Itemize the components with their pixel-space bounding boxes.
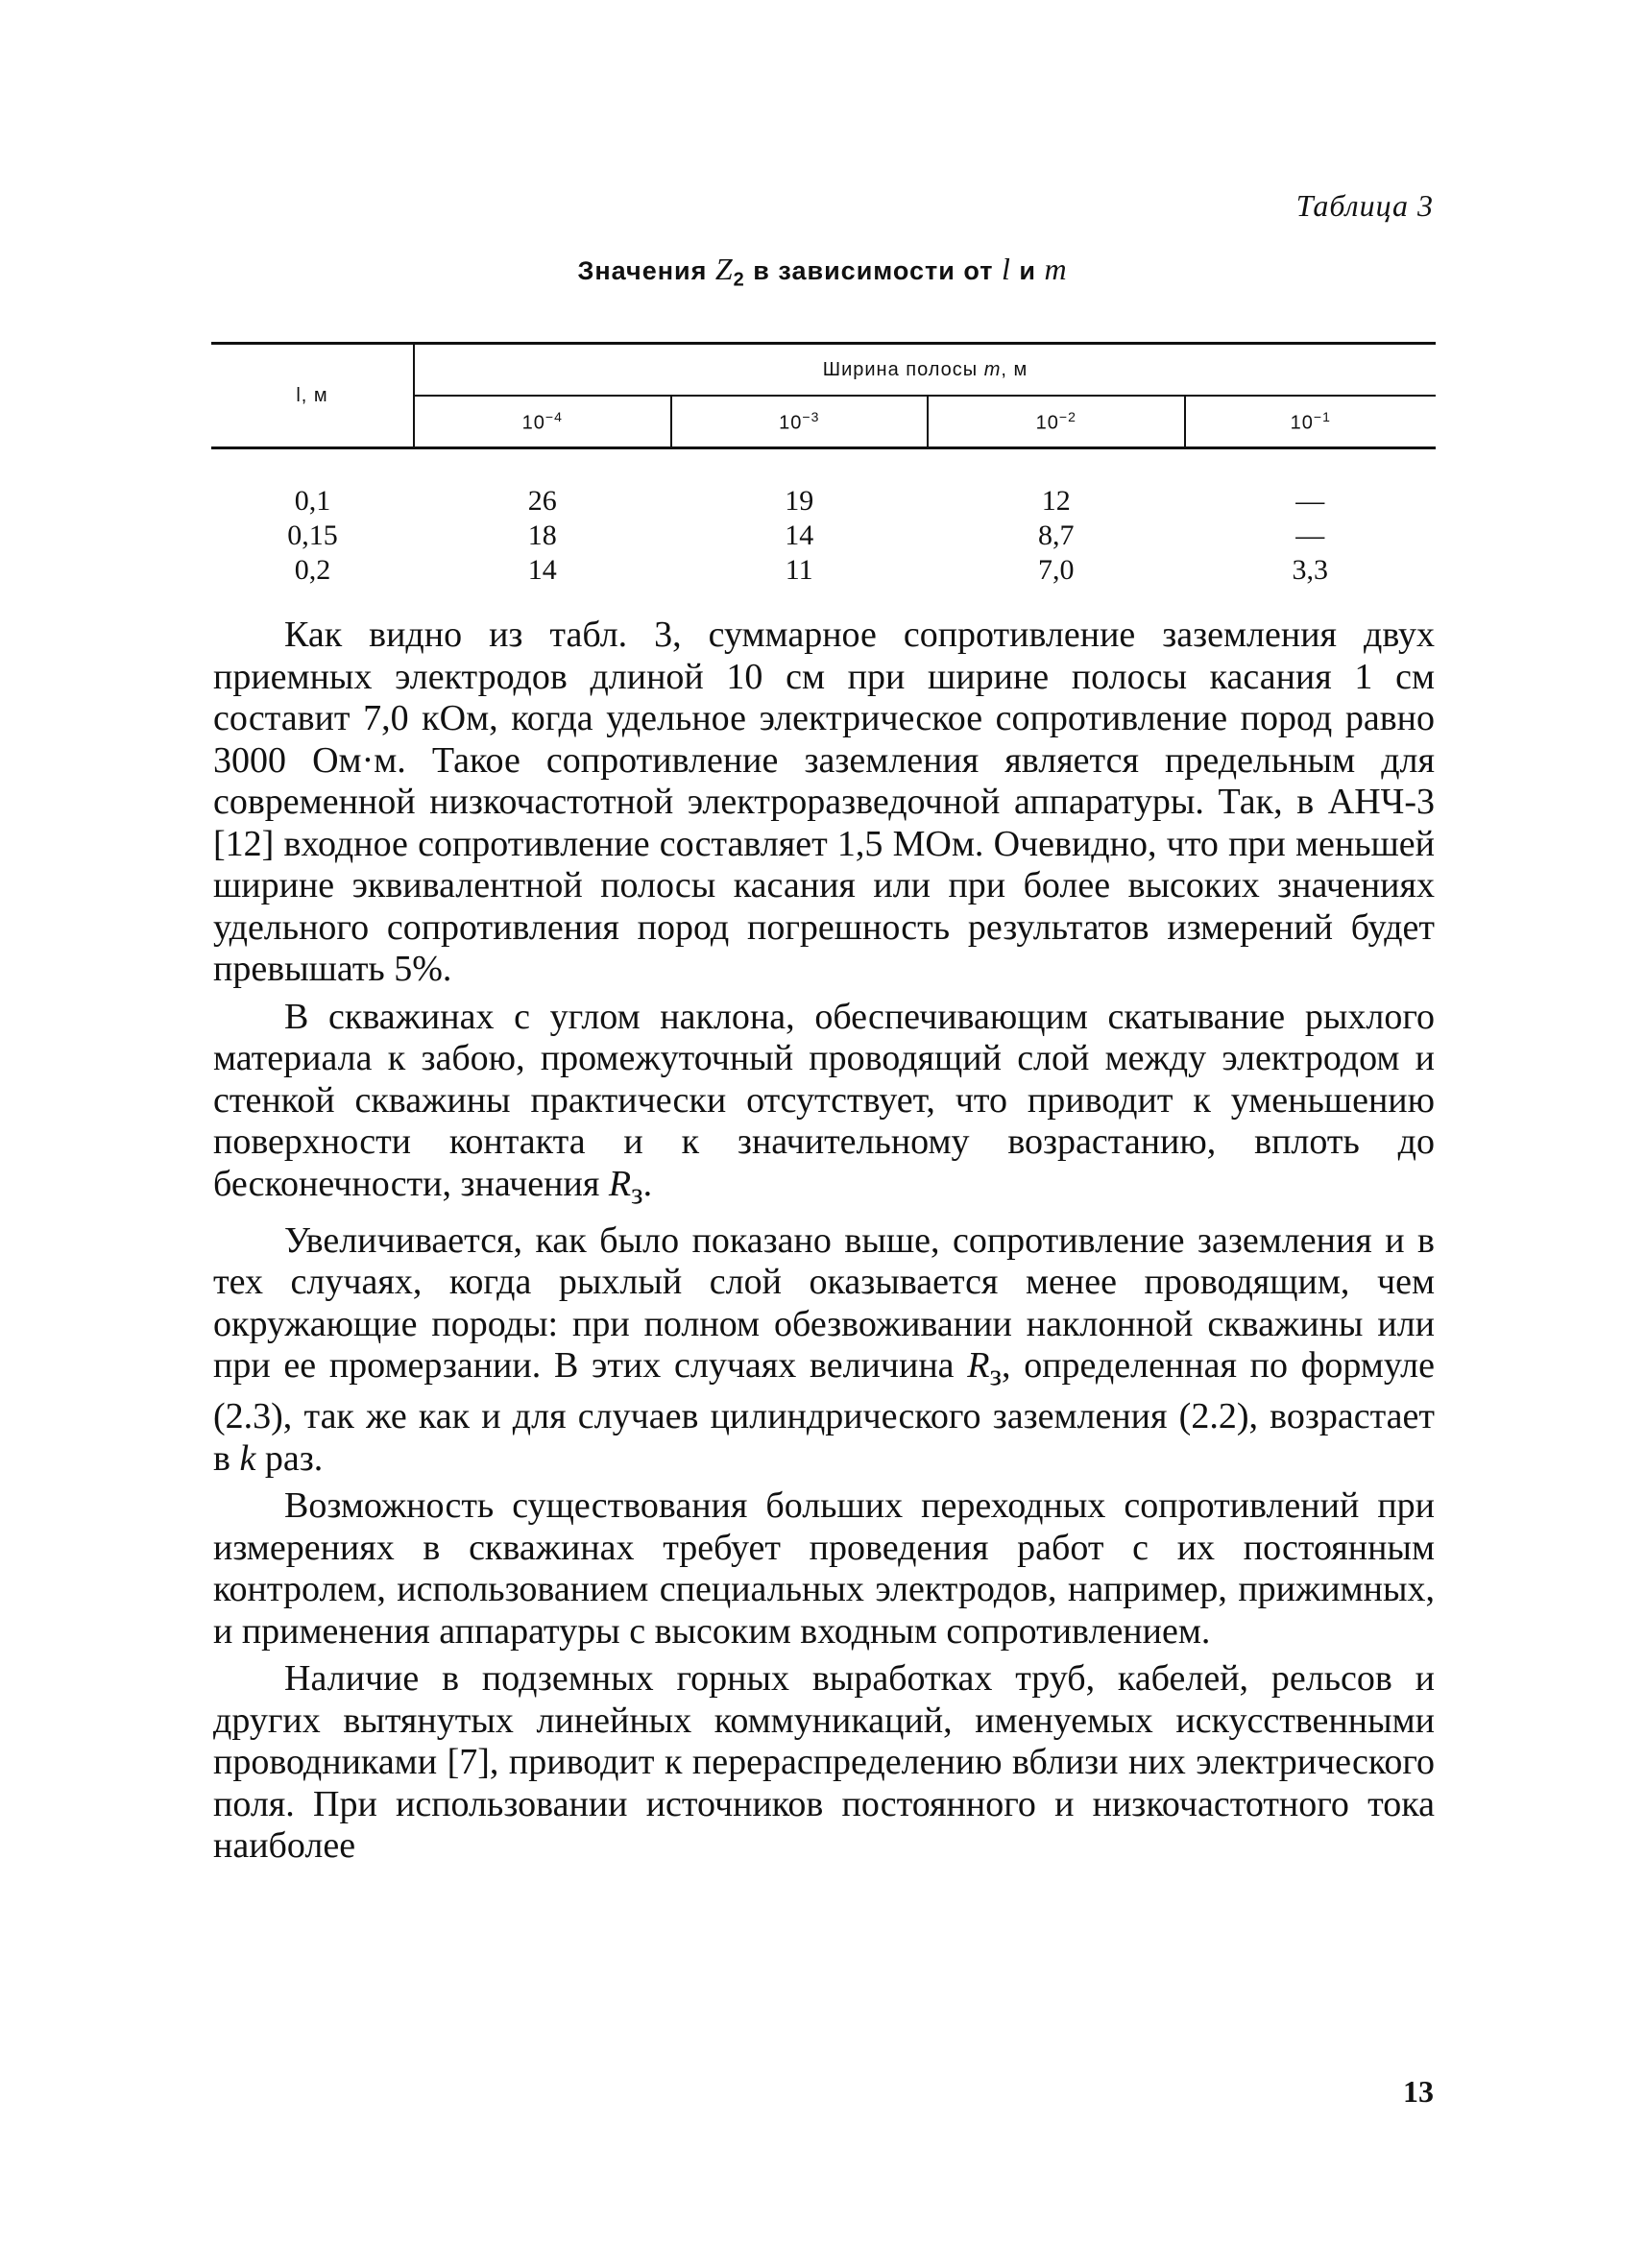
- table-row: 0,2 14 11 7,0 3,3: [294, 554, 1328, 586]
- table-label: Таблица 3: [1295, 188, 1434, 223]
- group-header-width: Ширина полосы m, м: [414, 344, 1436, 397]
- col-header-3: $10^{-2}$: [928, 396, 1185, 448]
- table-row: 0,15 18 14 8,7 —: [287, 519, 1325, 551]
- paragraph-1: Как видно из табл. 3, суммарное сопротивление заземления двух приемных электродов длиной 10 см при ширине полосы касания 1 см составит 7,0 кОм, когда удельное электрическое сопротивление пород равно 3000 Ом·м. Такое сопротивление заземления является предельным для современной низкочастотной электроразведочной аппаратуры. Так, в АНЧ-3 [12] входное сопротивление составляет 1,5 МОм. Очевидно, что при меньшей ширине эквивалентной полосы касания или при более высоких значениях удельного сопротивления пород погрешность результатов измерений будет превышать 5%.: [213, 615, 1435, 989]
- col-header-4: $10^{-1}$: [1185, 396, 1437, 448]
- body-text: [213, 615, 1435, 1873]
- table-row: 0,1 26 19 12 —: [294, 485, 1325, 517]
- paragraph-4: Возможность существования больших переходных сопротивлений при измерениях в скважинах требует проведения работ с их постоянным контролем, использованием специальных электродов, например, прижимных, и применения аппаратуры с высоким входным сопротивлением.: [213, 1485, 1435, 1652]
- paragraph-3: Увеличивается, как было показано выше, сопротивление заземления и в тех случаях, когда рыхлый слой оказывается менее проводящим, чем окружающие породы: при полном обезвоживании наклонной скважины или при ее промерзании. В этих случаях величина $R_з$, определенная по формуле (2.3), так же как и для случаев цилиндрического заземления (2.2), возрастает в k раз.: [213, 1219, 1435, 1479]
- data-table: [211, 342, 1436, 588]
- col-header-2: $10^{-3}$: [671, 396, 929, 448]
- table-title: Значения $Z_2$ в зависимости от l и m: [577, 252, 1068, 291]
- page-number: 13: [1403, 2074, 1434, 2109]
- paragraph-5: Наличие в подземных горных выработках труб, кабелей, рельсов и других вытянутых линейных коммуникаций, именуемых искусственными проводниками [7], приводит к перераспределению вблизи них электрического поля. При использовании источников постоянного и низкочастотного тока наиболее: [213, 1658, 1435, 1867]
- col-header-l: l, м: [211, 344, 414, 448]
- col-header-1: $10^{-4}$: [414, 396, 671, 448]
- paragraph-2: В скважинах с углом наклона, обеспечивающим скатывание рыхлого материала к забою, промежуточный проводящий слой между электродом и стенкой скважины практически отсутствует, что приводит к уменьшению поверхности контакта и к значительному возрастанию, вплоть до бесконечности, значения $R_з$.: [213, 996, 1435, 1211]
